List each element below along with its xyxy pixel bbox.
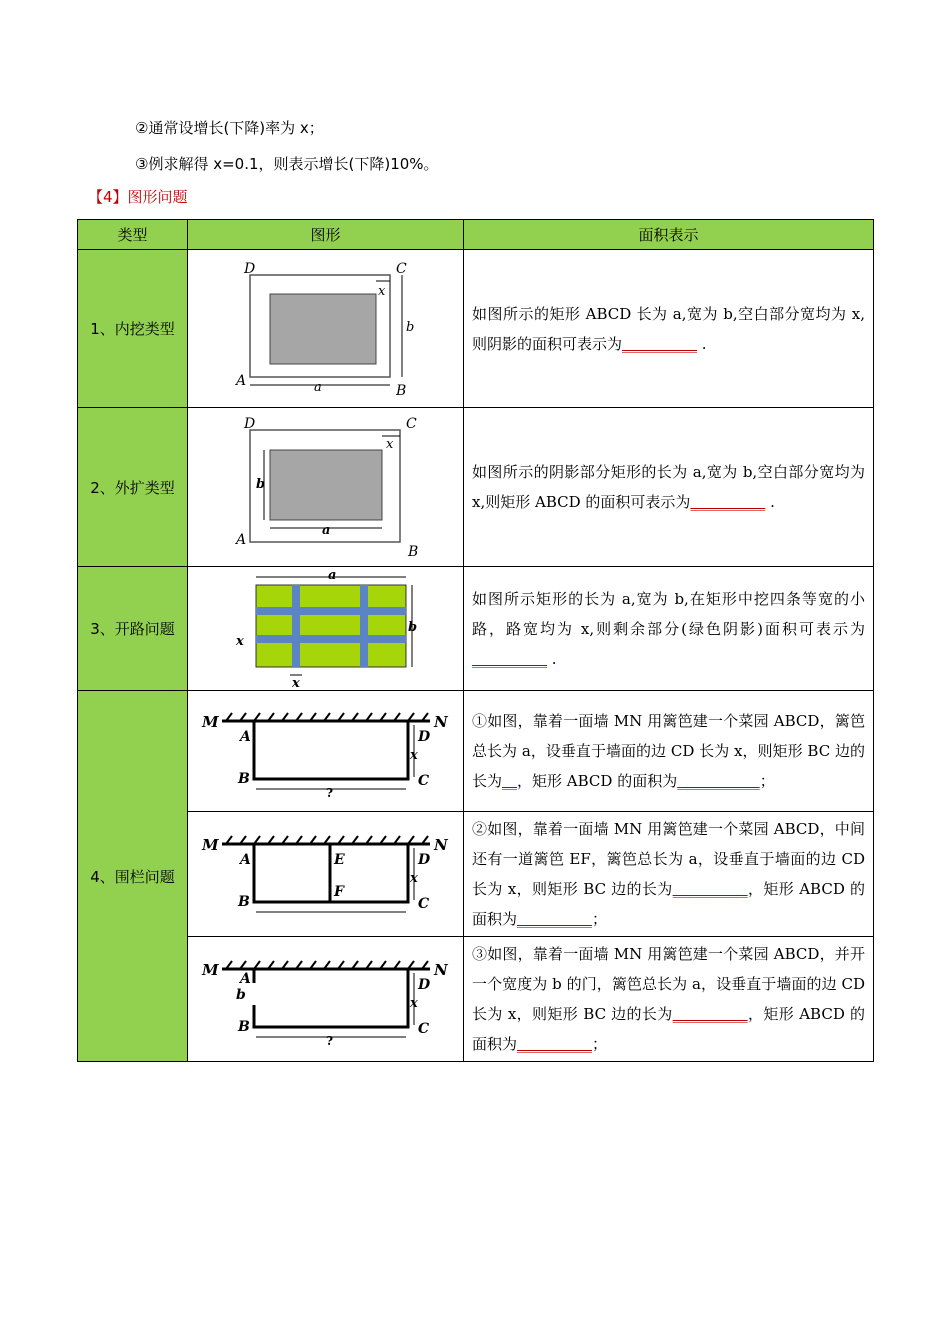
answer-blank[interactable]: __________ [690,493,766,511]
type-cell: 2、外扩类型 [78,408,188,567]
road-v2 [360,585,368,667]
table-header-row [78,220,874,250]
answer-blank[interactable]: __________ [517,1035,593,1053]
label-B: B [237,894,250,910]
road-h1 [256,607,406,615]
row2-text: 如图所示的阴影部分矩形的长为 a,宽为 b,空白部分宽均为 x,则矩形 ABCD 的面积可表示为 [472,463,865,511]
area-text-cell [464,937,874,1062]
figure-cell [188,812,464,937]
label-C: C [417,1021,429,1037]
label-N: N [433,961,448,979]
label-D: D [417,977,430,993]
label-M: M [201,836,219,854]
label-a: a [313,379,322,395]
label-b: b [255,477,265,492]
figure-cell [188,937,464,1062]
road-figure [226,571,426,687]
figure-cell [188,408,464,567]
row4c-text1: ③如图，靠着一面墙 MN 用篱笆建一个菜园 ABCD，并开一个宽度为 b 的门，篱笆总长为 a，设垂直于墙面的边 CD 长为 x，则矩形 BC 边的长为 [472,945,865,1023]
table-row [78,812,874,937]
table-row [78,567,874,691]
road-v1 [292,585,300,667]
outer-expand-figure [226,416,426,558]
table-row [78,250,874,408]
label-x: x [235,633,244,649]
row3-tail: . [547,649,557,668]
label-b: b [235,987,246,1003]
row4b-tail: ； [592,910,608,928]
row4a-text2: ，矩形 ABCD 的面积为 [517,772,678,790]
label-x: x [385,437,393,452]
area-text-cell [464,567,874,691]
answer-blank[interactable]: __________ [472,649,547,668]
row3-text: 如图所示矩形的长为 a,宽为 b,在矩形中挖四条等宽的小路，路宽均为 x,则剩余部分(绿色阴影)面积可表示为 [472,589,865,638]
header-type: 类型 [78,220,188,250]
figure-cell [188,691,464,812]
label-A: A [235,532,246,548]
label-M: M [201,713,219,731]
label-N: N [433,713,448,731]
label-x: x [409,748,418,763]
label-x: x [409,871,418,886]
label-x: x [409,996,418,1011]
label-x-bottom: x [291,675,300,687]
type-cell: 3、开路问题 [78,567,188,691]
figure-cell [188,567,464,691]
answer-blank[interactable]: __________ [517,910,593,928]
intro-line-2: ③例求解得 x=0.1，则表示增长(下降)10%。 [135,155,439,173]
label-A: A [239,971,251,987]
area-text-cell [464,250,874,408]
type-cell: 1、内挖类型 [78,250,188,408]
header-area: 面积表示 [464,220,874,250]
area-text-cell [464,812,874,937]
row4b-text1: ②如图，靠着一面墙 MN 用篱笆建一个菜园 ABCD，中间还有一道篱笆 EF，篱笆总长为 a，设垂直于墙面的边 CD 长为 x，则矩形 BC 边的长为 [472,820,865,898]
answer-blank[interactable]: __ [502,772,518,790]
intro-line-1: ②通常设增长(下降)率为 x； [135,119,324,137]
section-title: 【4】图形问题 [88,188,188,206]
row1-tail: . [697,334,707,353]
label-F: F [333,884,344,900]
answer-blank[interactable]: __________ [622,334,698,353]
fence [254,969,408,1027]
area-text-cell [464,408,874,567]
label-B: B [237,771,250,787]
row4a-text1: ①如图，靠着一面墙 MN 用篱笆建一个菜园 ABCD，篱笆总长为 a，设垂直于墙面的边 CD 长为 x，则矩形 BC 边的长为 [472,712,865,790]
fence [254,721,408,779]
answer-blank[interactable]: __________ [672,1005,748,1023]
label-q: ? [325,1034,333,1048]
answer-blank[interactable]: ___________ [677,772,760,790]
label-C: C [395,260,407,277]
label-x: x [377,283,385,299]
row4c-text2: ，矩形 ABCD 的面积为 [472,1005,865,1053]
label-b: b [407,619,417,635]
label-E: E [333,852,345,868]
table-row [78,408,874,567]
label-a: a [327,570,336,583]
shaded-rect [270,294,376,364]
label-A: A [239,729,251,745]
label-C: C [417,773,429,789]
header-figure: 图形 [188,220,464,250]
label-A: A [235,372,246,389]
label-a: a [321,523,330,538]
label-M: M [201,961,219,979]
row4b-text2: ，矩形 ABCD 的面积为 [472,880,865,928]
table-row [78,691,874,812]
row4a-tail: ； [759,772,775,790]
fence [254,844,408,902]
road-h2 [256,635,406,643]
shaded-rect [270,450,382,520]
label-B: B [237,1019,250,1035]
table-row [78,937,874,1062]
figure-problems-table [77,219,874,1062]
field-rect [256,585,406,667]
label-B: B [395,382,406,397]
inner-dig-figure [226,261,426,397]
area-text-cell [464,691,874,812]
label-A: A [239,852,251,868]
label-B: B [407,544,418,558]
fence-figure-3 [196,949,456,1049]
row1-text: 如图所示的矩形 ABCD 长为 a,宽为 b,空白部分宽均为 x,则阴影的面积可表示为 [472,304,865,353]
label-N: N [433,836,448,854]
row4c-tail: ； [592,1035,608,1053]
type-cell: 4、围栏问题 [78,691,188,1062]
label-D: D [243,260,255,277]
fence-figure-2 [196,824,456,924]
label-D: D [417,852,430,868]
label-C: C [417,896,429,912]
label-D: D [243,416,255,432]
figure-cell [188,250,464,408]
answer-blank[interactable]: __________ [672,880,748,898]
label-q: ? [325,786,333,800]
row2-tail: . [765,493,775,511]
label-C: C [405,416,417,432]
label-D: D [417,729,430,745]
label-b: b [405,319,414,335]
fence-figure-1 [196,701,456,801]
